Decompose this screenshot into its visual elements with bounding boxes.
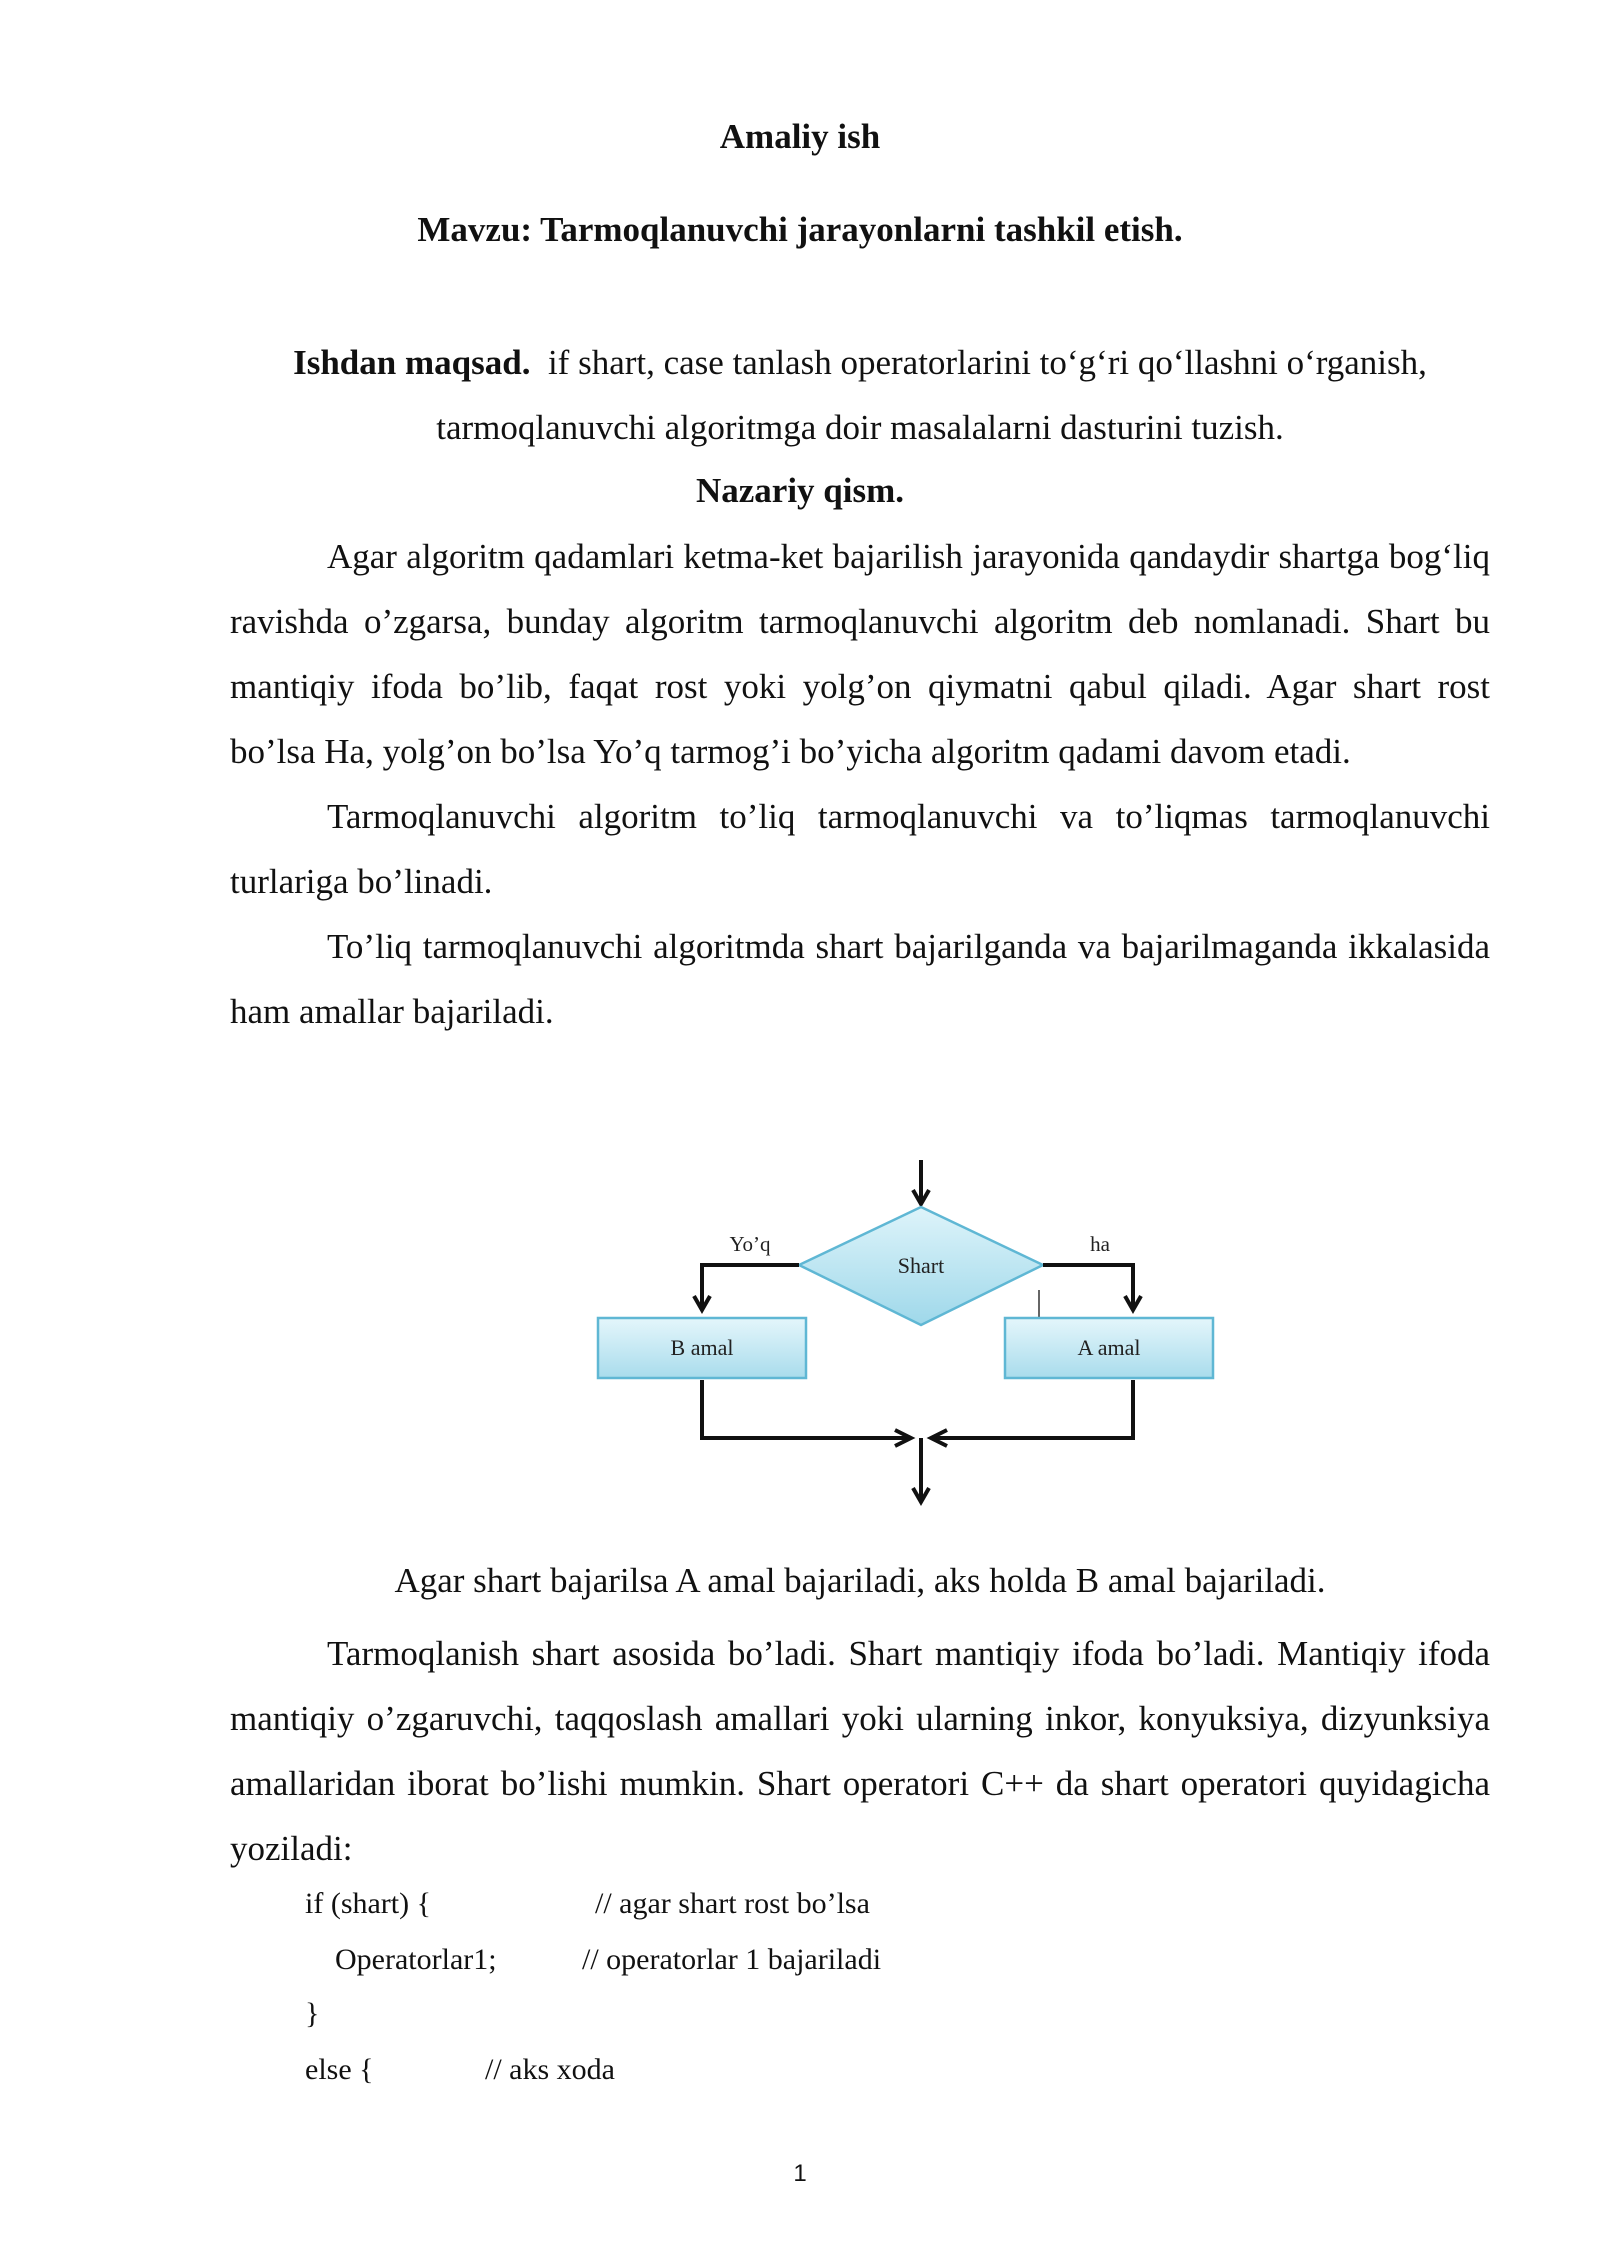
code-line-3 [305,1994,319,2034]
code-line-2 [335,1940,882,1980]
flowchart-caption: Agar shart bajarilsa A amal bajariladi, aks holda B amal bajariladi. [394,1561,1326,1600]
yes-label: ha [1090,1232,1110,1256]
branching-flowchart [580,1155,1230,1530]
paragraph-1: Agar algoritm qadamlari ketma-ket bajarilish jarayonida qandaydir shartga bog‘liq ravishda o’zgarsa, bunday algoritm tarmoqlanuvchi algoritm deb nomlanadi. Shart bu mantiqiy ifoda bo’lib, faqat rost yoki yolg’on qiymatni qabul qiladi. Agar shart rost bo’lsa Ha, yolg’on bo’lsa Yo’q tarmog’i bo’yicha algoritm qadami davom etadi. [230,537,1490,771]
no-branch-line [702,1265,799,1308]
code-text: } [305,1997,320,2030]
yes-action-label: A amal [1077,1335,1141,1360]
aim-text-line1: if shart, case tanlash operatorlarini to‘g‘ri qo‘llashni o‘rganish, [547,343,1427,382]
condition-label: Shart [897,1253,945,1278]
theory-paragraphs [230,524,1490,1044]
code-text: Operatorlar1; [335,1943,497,1976]
aim-text-line2: tarmoqlanuvchi algoritmga doir masalalarni dasturini tuzish. [436,408,1284,447]
page-number: 1 [793,2160,807,2187]
syntax-paragraph-block [230,1621,1490,1881]
code-comment: // aks xoda [485,2053,615,2086]
aim-block [230,330,1490,460]
paragraph-3: To’liq tarmoqlanuvchi algoritmda shart bajarilganda va bajarilmaganda ikkalasida ham amallar bajariladi. [230,927,1490,1031]
code-text: else { [305,2053,374,2086]
yes-branch-line [1043,1265,1133,1308]
yes-merge-line [933,1380,1133,1438]
no-label: Yo’q [729,1232,771,1256]
page-subtitle: Mavzu: Tarmoqlanuvchi jarayonlarni tashkil etish. [417,210,1183,249]
aim-label: Ishdan maqsad. [293,343,531,382]
code-comment: // agar shart rost bo’lsa [595,1887,870,1920]
code-line-1 [305,1884,870,1924]
code-line-4 [305,2050,615,2090]
page-title: Amaliy ish [719,117,881,156]
no-action-label: B amal [670,1335,734,1360]
paragraph-2: Tarmoqlanuvchi algoritm to’liq tarmoqlanuvchi va to’liqmas tarmoqlanuvchi turlariga bo’linadi. [230,797,1490,901]
section-title: Nazariy qism. [695,471,905,510]
paragraph-after: Tarmoqlanish shart asosida bo’ladi. Shart mantiqiy ifoda bo’ladi. Mantiqiy ifoda mantiqiy o’zgaruvchi, taqqoslash amallari yoki ularning inkor, konyuksiya, dizyunksiya amallaridan iborat bo’lishi mumkin. Shart operatori C++ da shart operatori quyidagicha yoziladi: [230,1634,1490,1868]
no-merge-line [702,1380,909,1438]
code-text: if (shart) { [305,1887,432,1920]
code-comment: // operatorlar 1 bajariladi [582,1943,882,1976]
